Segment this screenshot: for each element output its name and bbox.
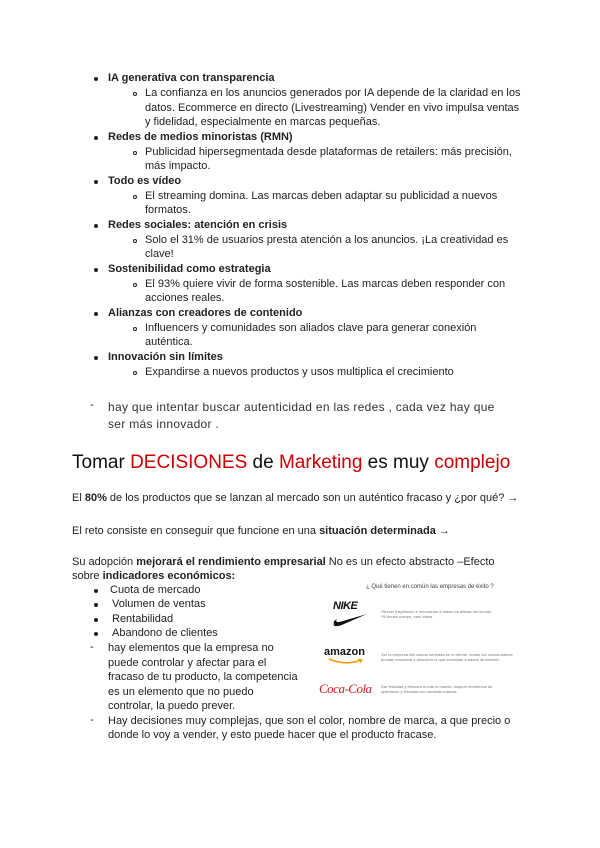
dash-marker: -: [90, 399, 94, 411]
nike-wordmark: NIKE: [333, 600, 358, 612]
brands-figure: [318, 580, 530, 710]
bold-text: situación determinada: [319, 525, 436, 537]
trend-detail: Publicidad hipersegmentada desde plataformas de retailers: más precisión,: [145, 146, 512, 158]
bullet: [94, 136, 98, 140]
bold-text: indicadores económicos:: [102, 570, 236, 582]
brand-mission: Ser la empresa del mundo centrada en el cliente, donde los consumidores: [381, 652, 513, 657]
trend-detail: acciones reales.: [145, 292, 225, 304]
dash-marker: -: [90, 714, 94, 726]
nike-logo: [324, 600, 372, 630]
sub-bullet: [133, 92, 137, 96]
text: de los productos que se lanzan al mercado son un auténtico fracaso y ¿por qué? →: [106, 492, 519, 504]
bullet: [94, 268, 98, 272]
indicator-item: Abandono de clientes: [112, 627, 218, 639]
brand-mission: optimismo y felicidad con nuestras marcas.: [381, 689, 458, 694]
trend-title: Todo es vídeo: [108, 175, 182, 187]
amazon-wordmark: amazon: [324, 646, 365, 658]
bullet: [94, 603, 98, 607]
trend-detail: formatos.: [145, 204, 191, 216]
trend-title: Alianzas con creadores de contenido: [108, 307, 303, 319]
brand-mission: Ofrecer inspiración e innovación a todos los atletas del mundo.: [381, 609, 493, 614]
coca-cola-wordmark: Coca-Cola: [319, 681, 372, 696]
brand-mission: puedan encontrar y descubrir lo que necesitan a través de internet.: [381, 657, 500, 662]
section-heading: [72, 451, 510, 475]
figure-question: ¿ Qué tienen en común las empresas de éxito ?: [366, 584, 494, 590]
trend-detail: La confianza en los anuncios generados por IA depende de la claridad en los: [145, 87, 521, 99]
bullet: [94, 77, 98, 81]
amazon-smile-icon: [328, 658, 364, 665]
text: sobre: [72, 570, 103, 582]
indicator-item: Cuota de mercado: [110, 584, 201, 596]
note-line: hay que intentar buscar autenticidad en las redes , cada vez hay que: [108, 400, 495, 414]
trend-detail: y fidelidad, especialmente en marcas pequeñas.: [145, 116, 381, 128]
dash-text: puede controlar y afectar para el: [108, 657, 267, 669]
heading-text: de: [247, 452, 279, 473]
brand-mission: *Si tienes cuerpo, eres atleta.: [381, 614, 434, 619]
dash-text: fracaso de tu producto, la competencia: [108, 671, 298, 683]
bold-text: mejorará el rendimiento empresarial: [136, 556, 326, 568]
dash-text: controlar, la puedo prever.: [108, 700, 236, 712]
trend-title: IA generativa con transparencia: [108, 72, 275, 84]
heading-highlight: Marketing: [278, 452, 363, 473]
brand-mission: Dar felicidad y frescura a todo el mundo, inspirar momentos de: [381, 684, 493, 689]
trend-detail: Expandirse a nuevos productos y usos multiplica el crecimiento: [145, 366, 454, 378]
trend-detail: clave!: [145, 248, 174, 260]
bullet: [94, 618, 98, 622]
sub-bullet: [133, 283, 137, 287]
heading-text: Tomar: [72, 452, 131, 473]
swoosh-icon: [332, 613, 368, 627]
heading-highlight: complejo: [434, 452, 511, 473]
trend-detail: más impacto.: [145, 160, 211, 172]
trend-detail: Solo el 31% de usuarios presta atención a los anuncios. ¡La creatividad es: [145, 234, 509, 246]
trend-detail: El streaming domina. Las marcas deben adaptar su publicidad a nuevos: [145, 190, 498, 202]
dash-text: hay elementos que la empresa no: [108, 642, 274, 654]
trend-title: Redes de medios minoristas (RMN): [108, 131, 293, 143]
trend-detail: Influencers y comunidades son aliados clave para generar conexión: [145, 322, 477, 334]
text: →: [435, 525, 450, 537]
bullet: [94, 356, 98, 360]
sub-bullet: [133, 371, 137, 375]
indicator-item: Rentabilidad: [112, 613, 174, 625]
amazon-logo: [322, 641, 372, 667]
text: El reto consiste en conseguir que funcione en una: [72, 525, 320, 537]
dash-marker: -: [90, 641, 94, 653]
bullet: [94, 632, 98, 636]
sub-bullet: [133, 195, 137, 199]
paragraph: [72, 555, 495, 570]
paragraph: [72, 524, 450, 539]
trend-detail: auténtica.: [145, 336, 193, 348]
trend-detail: El 93% quiere vivir de forma sostenible. Las marcas deben responder con: [145, 278, 506, 290]
trend-detail: datos. Ecommerce en directo (Livestreaming) Vender en vivo impulsa ventas: [145, 102, 520, 114]
bold-text: 80%: [84, 492, 107, 504]
trend-title: Redes sociales: atención en crisis: [108, 219, 288, 231]
coca-cola-logo: [318, 678, 374, 700]
indicator-item: Volumen de ventas: [112, 598, 206, 610]
dash-text: Hay decisiones muy complejas, que son el color, nombre de marca, a que precio o: [108, 715, 511, 727]
text: El: [72, 492, 85, 504]
bullet: [94, 589, 98, 593]
text: No es un efecto abstracto –Efecto: [325, 556, 495, 568]
trend-title: Innovación sin límites: [108, 351, 223, 363]
dash-text: donde lo voy a vender, y esto puede hacer que el producto fracase.: [108, 729, 437, 741]
bullet: [94, 180, 98, 184]
note-line: ser más innovador .: [108, 417, 220, 431]
heading-highlight: DECISIONES: [130, 452, 248, 473]
sub-bullet: [133, 151, 137, 155]
paragraph: [72, 569, 235, 584]
paragraph: [72, 491, 518, 506]
trend-title: Sostenibilidad como estrategia: [108, 263, 271, 275]
dash-text: es un elemento que no puedo: [108, 686, 254, 698]
heading-text: es muy: [362, 452, 435, 473]
text: Su adopción: [72, 556, 137, 568]
bullet: [94, 224, 98, 228]
sub-bullet: [133, 239, 137, 243]
sub-bullet: [133, 327, 137, 331]
bullet: [94, 312, 98, 316]
